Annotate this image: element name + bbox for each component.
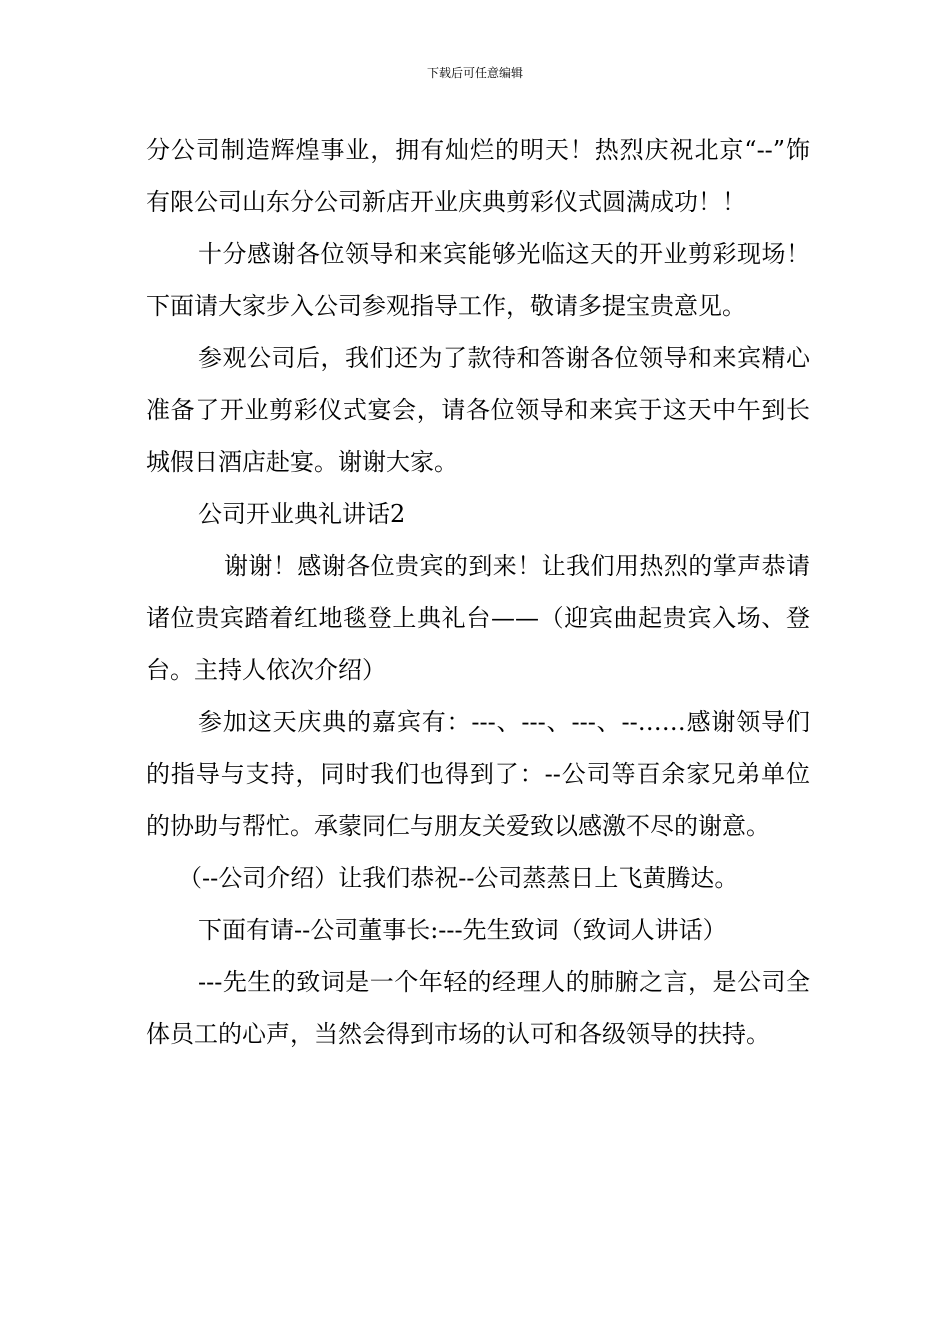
paragraph-6: （--公司介绍）让我们恭祝--公司蒸蒸日上飞黄腾达。 [178,864,739,892]
paragraph-7: 下面有请--公司董事长:---先生致词（致词人讲话） [198,916,727,944]
page-header-note: 下载后可任意编辑 [426,66,523,80]
paragraph-1: 分公司制造辉煌事业，拥有灿烂的明天！热烈庆祝北京“--”饰有限公司山东分公司新店开业庆典剪彩仪式圆满成功！！ [146,136,810,216]
paragraph-3: 参观公司后，我们还为了款待和答谢各位领导和来宾精心准备了开业剪彩仪式宴会，请各位领导和来宾于这天中午到长城假日酒店赴宴。谢谢大家。 [146,344,810,476]
document-body [146,124,810,1060]
paragraph-2: 十分感谢各位领导和来宾能够光临这天的开业剪彩现场！下面请大家步入公司参观指导工作，敬请多提宝贵意见。 [146,240,810,320]
paragraph-5: 参加这天庆典的嘉宾有：---、---、---、--……感谢领导们的指导与支持，同时我们也得到了：--公司等百余家兄弟单位的协助与帮忙。承蒙同仁与朋友关爱致以感激不尽的谢意。 [146,708,810,840]
paragraph-4: 谢谢！感谢各位贵宾的到来！让我们用热烈的掌声恭请诸位贵宾踏着红地毯登上典礼台——（迎宾曲起贵宾入场、登台。主持人依次介绍） [146,552,810,684]
section-heading: 公司开业典礼讲话2 [198,500,406,528]
paragraph-8: ---先生的致词是一个年轻的经理人的肺腑之言，是公司全体员工的心声，当然会得到市场的认可和各级领导的扶持。 [146,968,810,1048]
